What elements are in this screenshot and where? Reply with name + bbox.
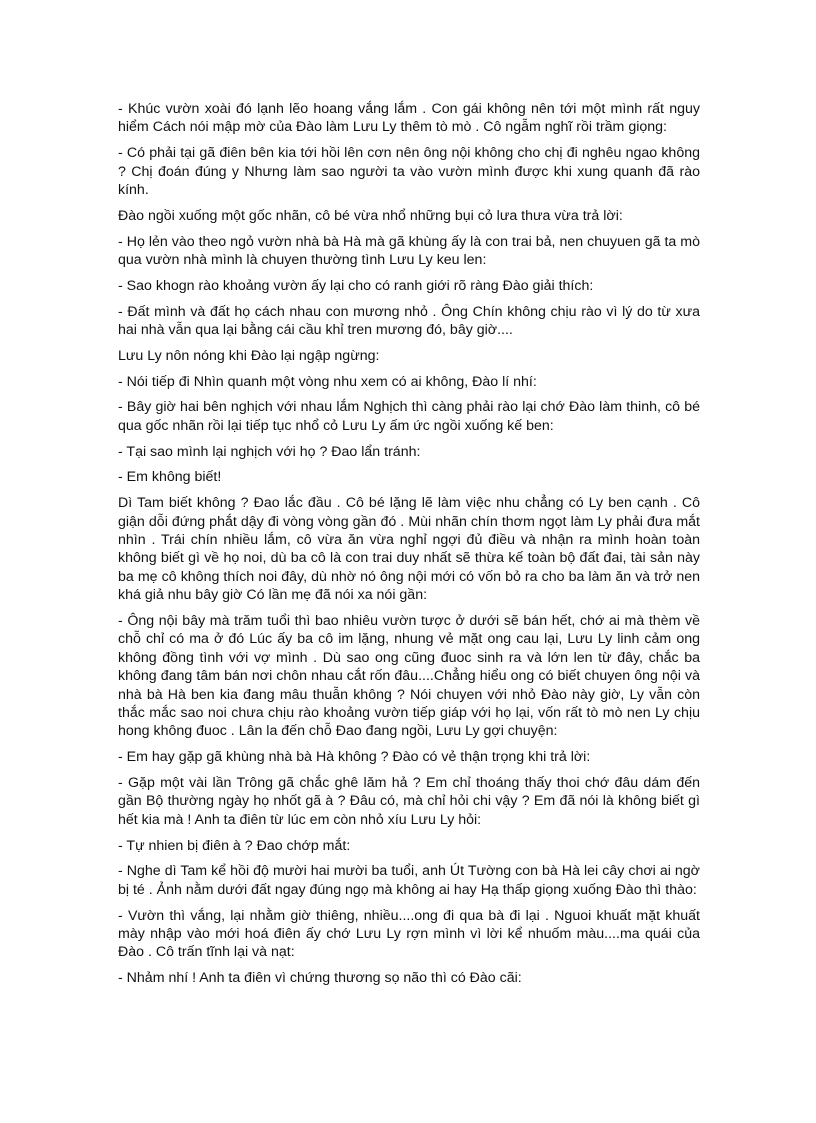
paragraph: - Đất mình và đất họ cách nhau con mương nhỏ . Ông Chín không chịu rào vì lý do từ xưa hai nhà vẫn qua lại bằng cái cầu khỉ tren mương đó, bây giờ.... [118,303,700,339]
paragraph: - Em hay gặp gã khùng nhà bà Hà không ? Đào có vẻ thận trọng khi trả lời: [118,749,591,766]
paragraph: Đào ngồi xuống một gốc nhãn, cô bé vừa nhổ những bụi cỏ lưa thưa vừa trả lời: [118,207,623,224]
paragraph: - Gặp một vài lần Trông gã chắc ghê lăm hả ? Em chỉ thoáng thấy thoi chớ đâu dám đến gần Bộ thường ngày họ nhốt gã à ? Đâu có, mà chỉ hỏi chi vậy ? Em đã nói là không biết gì hết kia mà ! Anh ta điên từ lúc em còn nhỏ xíu Lưu Ly hỏi: [118,775,700,828]
paragraph: - Có phải tại gã điên bên kia tới hồi lên cơn nên ông nội không cho chị đi nghêu ngao không ? Chị đoán đúng y Nhưng làm sao người ta vào vườn mình được khi xung quanh đã rào kính. [118,145,700,199]
document-page [118,100,700,995]
paragraph: - Nghe dì Tam kể hồi độ mười hai mười ba tuổi, anh Út Tường con bà Hà lei cây chơi ai ngờ bị té . Ảnh nằm dưới đất ngay đúng ngọ mà không ai hay Hạ thấp giọng xuống Đào thì thào: [118,863,700,898]
paragraph: - Em không biết! [118,469,222,486]
paragraph: Dì Tam biết không ? Đao lắc đầu . Cô bé lặng lẽ làm việc nhu chẳng có Ly ben cạnh . Cô giận dỗi đứng phắt dậy đi vòng vòng gần đó . Mùi nhãn chín thơm ngọt làm Ly phải đưa mắt nhìn . Trái chín nhiều lắm, cô vừa ăn vừa nghỉ ngợi đủ điều và nhận ra mình hoàn toàn không biết gì về họ noi, dù ba cô là con trai duy nhất sẽ thừa kế toàn bộ đất đai, tài sản này ba mẹ cô không thích noi đây, dù nhờ nó ông nội mới có vốn bỏ ra cho ba làm ăn và trở nen khá giả nhu bây giờ Có lần mẹ đã nói xa nói gần: [118,495,700,604]
paragraph: - Ông nội bây mà trăm tuổi thì bao nhiêu vườn tược ở dưới sẽ bán hết, chớ ai mà thèm về chỗ chỉ có ma ở đó Lúc ấy ba cô im lặng, nhung vẻ mặt ong cau lại, Lưu Ly linh cảm ong không đồng tình với vợ mình . Dù sao ong cũng đuoc sinh ra và lớn len từ đây, chắc ba không đang tâm bán nơi chôn nhau cắt rốn đâu....Chẳng hiểu ong có biết chuyen ông nội và nhà bà Hà ben kia đang mâu thuẫn không ? Nói chuyen với nhỏ Đào này giờ, Ly vẫn còn thắc mắc sao noi chưa chịu rào khoảng vườn tiếp giáp với họ lại, vốn rất tò mò nen Ly chịu hong không đuoc . Lân la đến chỗ Đao đang ngồi, Lưu Ly gợi chuyện: [118,613,700,740]
paragraph: - Sao khogn rào khoảng vườn ấy lại cho có ranh giới rõ ràng Đào giải thích: [118,277,594,294]
paragraph: - Tại sao mình lại nghịch với họ ? Đao lẩn tránh: [118,443,421,460]
paragraph: - Nhảm nhí ! Anh ta điên vì chứng thương sọ não thì có Đào cãi: [118,970,522,987]
paragraph: - Họ lẻn vào theo ngỏ vườn nhà bà Hà mà gã khùng ấy là con trai bả, nen chuyuen gã ta mò qua vườn nhà mình là chuyen thường tình Lưu Ly keu len: [118,233,700,269]
paragraph: - Khúc vườn xoài đó lạnh lẽo hoang vắng lắm . Con gái không nên tới một mình rất nguy hiểm Cách nói mập mờ của Đào làm Lưu Ly thêm tò mò . Cô ngẫm nghĩ rồi trầm giọng: [118,101,700,136]
paragraph: - Tự nhien bị điên à ? Đao chớp mắt: [118,837,351,854]
paragraph: - Nói tiếp đi Nhìn quanh một vòng nhu xem có ai không, Đào lí nhí: [118,373,537,390]
paragraph: - Vườn thì vắng, lại nhằm giờ thiêng, nhiều....ong đi qua bà đi lại . Nguoi khuất mặt khuất mày nhập vào mới hoá điên ấy chớ Lưu Ly rợn mình vì lời kể nhuốm màu....ma quái của Đào . Cô trấn tĩnh lại và nạt: [118,907,700,961]
paragraph: Lưu Ly nôn nóng khi Đào lại ngập ngừng: [118,347,380,364]
paragraph: - Bây giờ hai bên nghịch với nhau lắm Nghịch thì càng phải rào lại chớ Đào làm thinh, cô bé qua gốc nhãn rồi lại tiếp tục nhổ cỏ Lưu Ly ấm ức ngồi xuống kế ben: [118,399,700,434]
